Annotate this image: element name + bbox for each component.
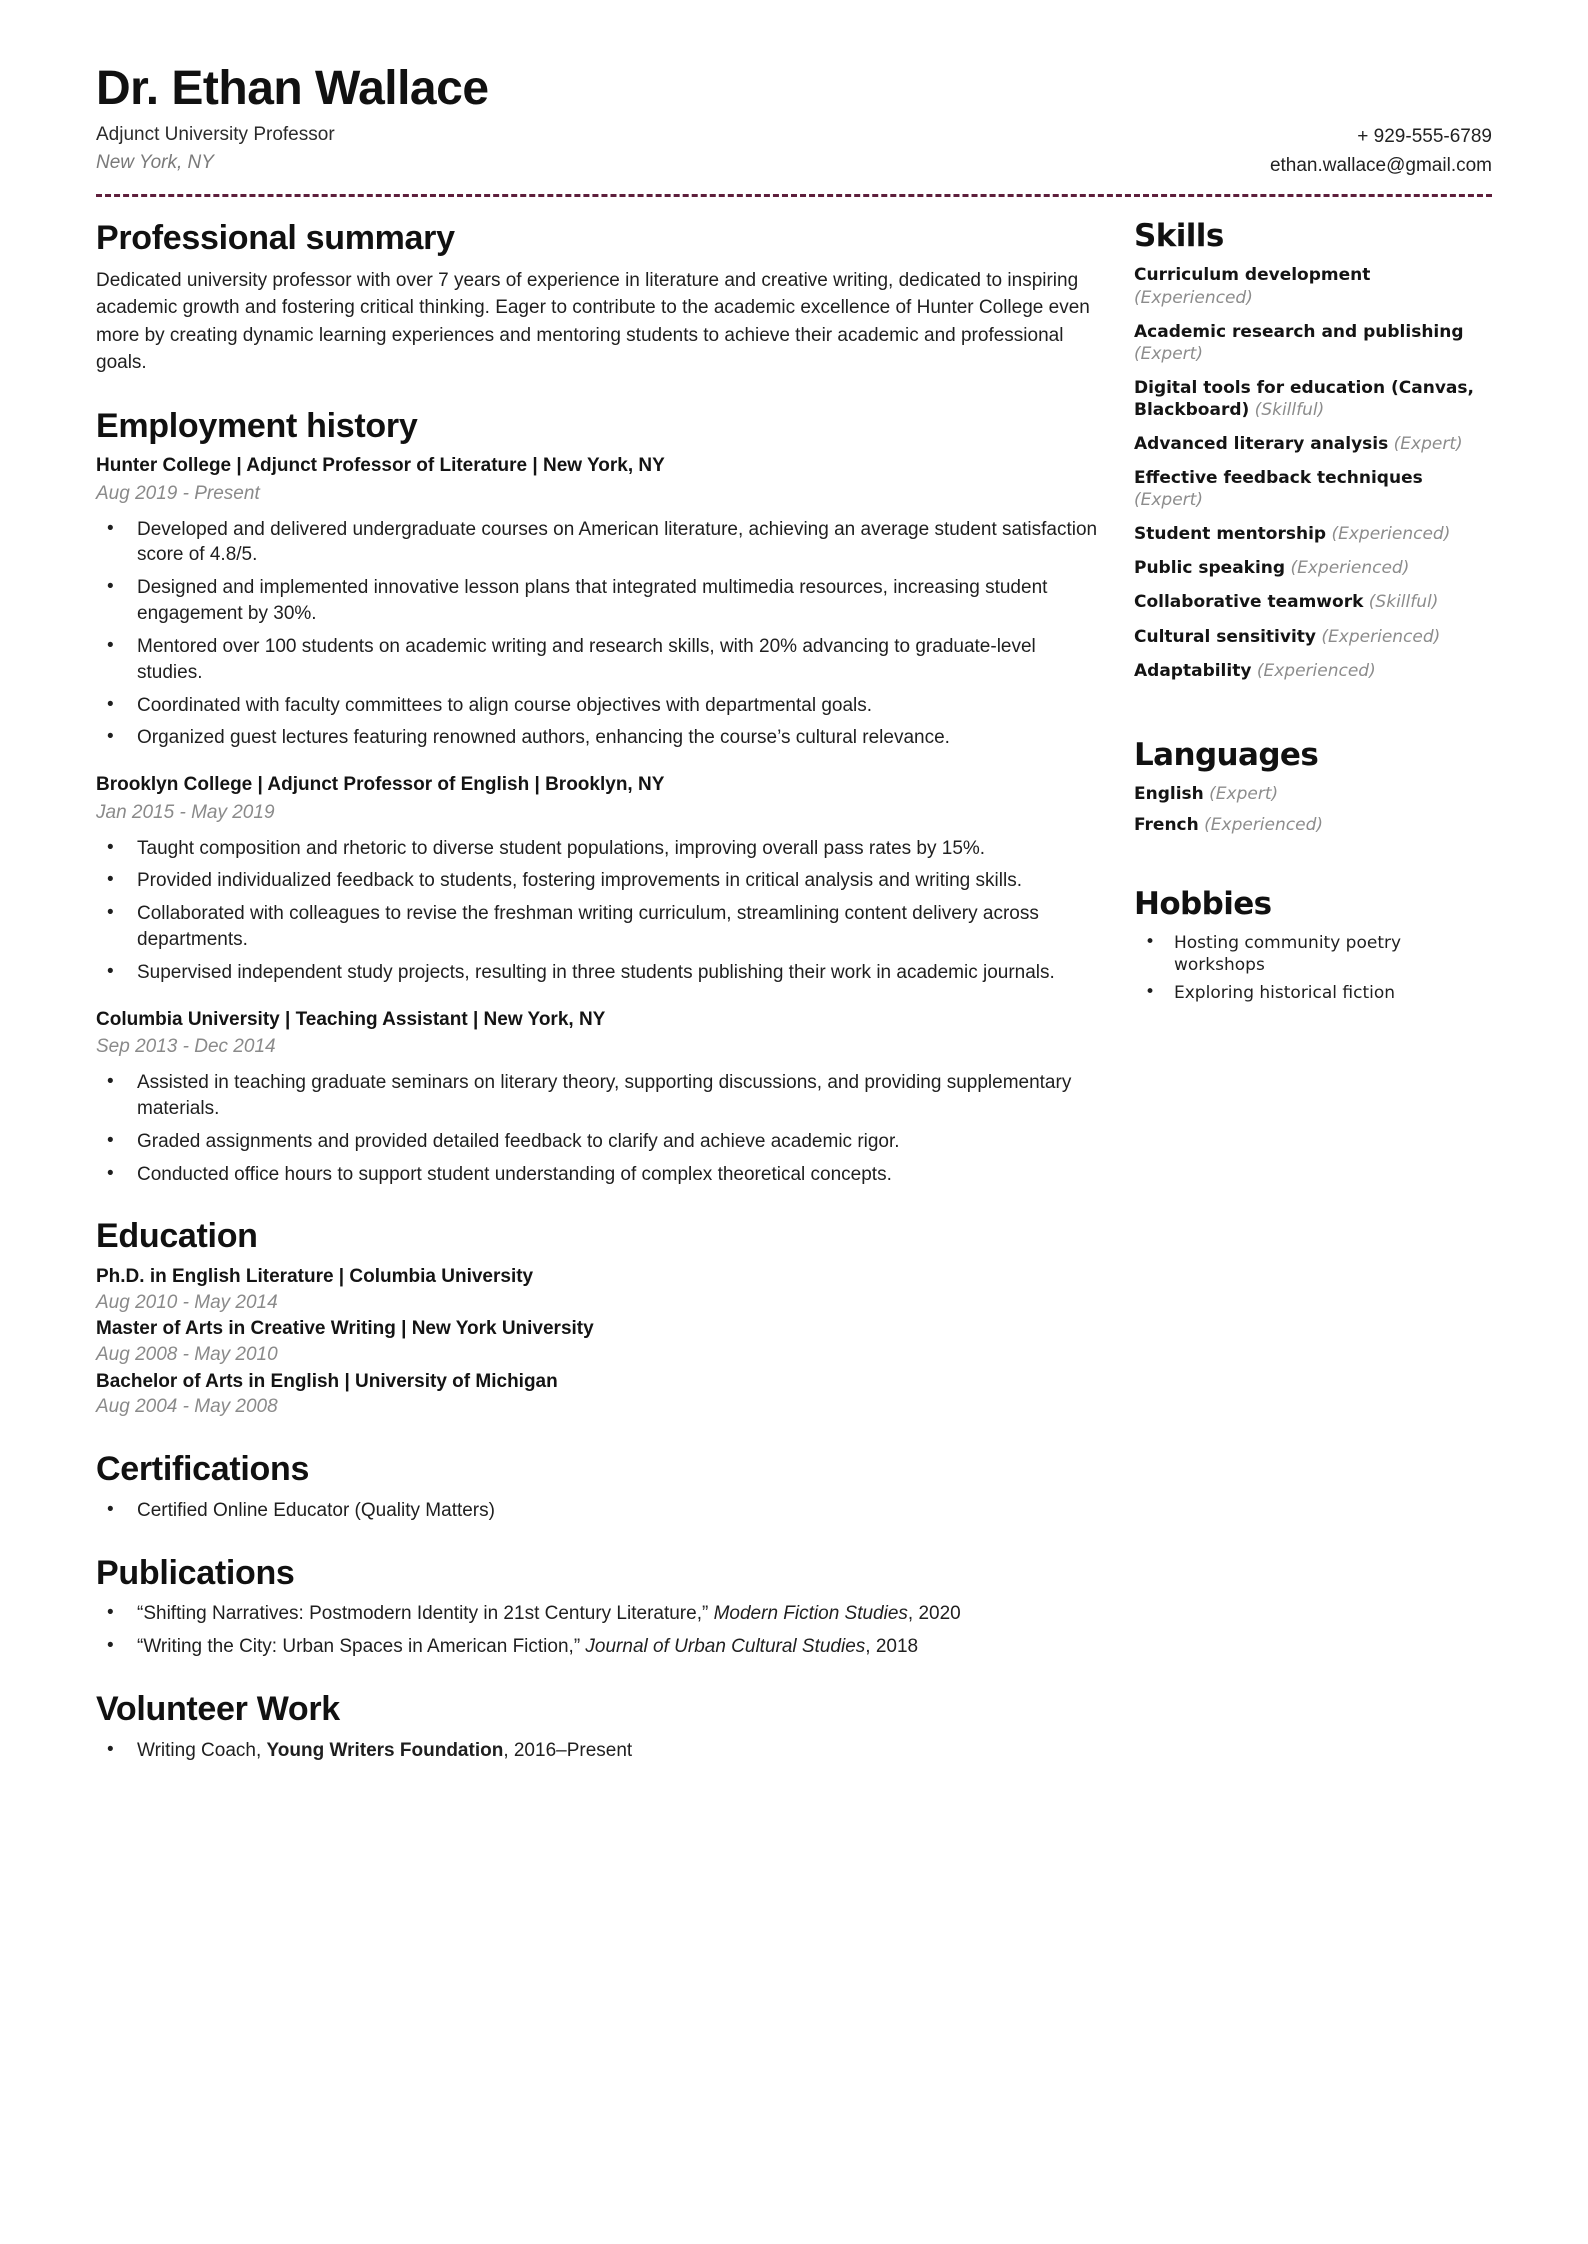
header-divider — [96, 194, 1492, 197]
candidate-location: New York, NY — [96, 151, 214, 173]
list-item: • Designed and implemented innovative lesson plans that integrated multimedia resources, increasing student engagement by 30%. — [96, 575, 1106, 627]
publications-list — [96, 1601, 1106, 1660]
skill-name: Public speaking — [1134, 558, 1286, 579]
candidate-name: Dr. Ethan Wallace — [96, 62, 489, 115]
publication-year: , 2020 — [907, 1603, 961, 1625]
education-entry — [96, 1265, 1106, 1315]
list-item: • Conducted office hours to support student understanding of complex theoretical concepts. — [96, 1162, 1106, 1188]
header-right-block — [1270, 124, 1492, 178]
section-title-publications: Publications — [96, 1553, 295, 1592]
education-entry — [96, 1370, 1106, 1420]
skill-level: (Skillful) — [1249, 399, 1325, 420]
section-title-skills: Skills — [1134, 218, 1224, 255]
list-item: • Mentored over 100 students on academic writing and research skills, with 20% advancing to graduate-level studies. — [96, 634, 1106, 686]
skill-entry — [1134, 321, 1492, 365]
education-degree: Master of Arts in Creative Writing | New York University — [96, 1318, 594, 1340]
education-dates: Aug 2008 - May 2010 — [96, 1344, 278, 1366]
section-languages — [1134, 738, 1492, 837]
skill-name: Cultural sensitivity — [1134, 626, 1317, 647]
volunteer-organization: Young Writers Foundation — [266, 1739, 504, 1761]
section-professional-summary — [96, 219, 1106, 376]
list-item: • Exploring historical fiction — [1134, 982, 1492, 1005]
skill-name: Academic research and publishing — [1134, 321, 1464, 342]
skill-name: Collaborative teamwork — [1134, 592, 1364, 613]
education-degree: Ph.D. in English Literature | Columbia University — [96, 1266, 534, 1288]
certifications-list — [96, 1498, 1106, 1524]
skill-entry — [1134, 433, 1492, 455]
resume-body — [96, 219, 1492, 1793]
list-item: • Organized guest lectures featuring renowned authors, enhancing the course’s cultural relevance. — [96, 725, 1106, 751]
skill-level: (Experienced) — [1316, 626, 1441, 647]
publication-journal: Modern Fiction Studies — [713, 1603, 908, 1625]
employment-entry-dates: Jan 2015 - May 2019 — [96, 801, 275, 823]
skill-entry — [1134, 591, 1492, 613]
skill-entry — [1134, 523, 1492, 545]
candidate-job-title: Adjunct University Professor — [96, 123, 335, 145]
section-title-education: Education — [96, 1217, 258, 1256]
education-dates: Aug 2004 - May 2008 — [96, 1396, 278, 1418]
skill-entry — [1134, 264, 1492, 308]
education-list — [96, 1265, 1106, 1420]
skill-level: (Expert) — [1134, 343, 1203, 364]
side-column — [1134, 219, 1492, 1793]
section-employment-history — [96, 407, 1106, 1188]
languages-list — [1134, 783, 1492, 837]
section-volunteer-work — [96, 1690, 1106, 1764]
publication-title: “Writing the City: Urban Spaces in American Fiction,” — [137, 1636, 586, 1658]
skill-level: (Expert) — [1388, 434, 1463, 454]
list-item: • Collaborated with colleagues to revise the freshman writing curriculum, streamlining content delivery across departments. — [96, 901, 1106, 953]
skill-level: (Expert) — [1134, 490, 1203, 511]
section-title-hobbies: Hobbies — [1134, 885, 1272, 922]
section-education — [96, 1217, 1106, 1420]
list-item: • Assisted in teaching graduate seminars on literary theory, supporting discussions, and providing supplementary materials. — [96, 1070, 1106, 1122]
skill-name: Adaptability — [1134, 660, 1252, 681]
candidate-phone[interactable]: + 929-555-6789 — [1357, 125, 1492, 147]
skill-entry — [1134, 626, 1492, 648]
employment-entry — [96, 773, 1106, 985]
list-item: • Provided individualized feedback to students, fostering improvements in critical analysis and writing skills. — [96, 868, 1106, 894]
employment-entry-bullets — [96, 1070, 1106, 1187]
section-certifications — [96, 1450, 1106, 1524]
resume-header — [96, 62, 1492, 197]
list-item: • Supervised independent study projects, resulting in three students publishing their work in academic journals. — [96, 960, 1106, 986]
section-title-languages: Languages — [1134, 736, 1319, 773]
skill-name: Advanced literary analysis — [1134, 434, 1389, 454]
section-publications — [96, 1554, 1106, 1660]
language-entry — [1134, 814, 1492, 837]
skill-name: Student mentorship — [1134, 524, 1327, 545]
summary-text: Dedicated university professor with over 7 years of experience in literature and creative writing, dedicated to inspiring academic growth and fostering critical thinking. Eager to contribute to the academic excellence of Hunter College even more by creating dynamic learning experiences and mentoring students to achieve their academic and professional goals. — [96, 270, 1090, 374]
skill-entry — [1134, 557, 1492, 579]
section-title-volunteer: Volunteer Work — [96, 1690, 340, 1729]
skill-name: Digital tools for education (Canvas, Blackboard) — [1134, 377, 1474, 420]
language-level: (Experienced) — [1198, 814, 1323, 835]
list-item: • Graded assignments and provided detailed feedback to clarify and achieve academic rigor. — [96, 1129, 1106, 1155]
volunteer-list — [96, 1738, 1106, 1764]
list-item: • Certified Online Educator (Quality Matters) — [96, 1498, 1106, 1524]
candidate-email[interactable]: ethan.wallace@gmail.com — [1269, 154, 1492, 176]
header-left-block — [96, 124, 335, 175]
section-skills — [1134, 219, 1492, 681]
skills-list — [1134, 264, 1492, 681]
publication-title: “Shifting Narratives: Postmodern Identity in 21st Century Literature,” — [137, 1603, 714, 1625]
publication-journal: Journal of Urban Cultural Studies — [585, 1636, 866, 1658]
employment-entry-dates: Aug 2019 - Present — [96, 482, 260, 504]
publication-year: , 2018 — [865, 1636, 919, 1658]
education-entry — [96, 1317, 1106, 1367]
skill-name: Curriculum development — [1134, 265, 1371, 286]
list-item: • Coordinated with faculty committees to align course objectives with departmental goals. — [96, 693, 1106, 719]
skill-level: (Experienced) — [1285, 558, 1410, 579]
employment-entry-heading: Hunter College | Adjunct Professor of Literature | New York, NY — [96, 455, 665, 477]
skill-level: (Experienced) — [1134, 287, 1253, 308]
section-title-employment: Employment history — [96, 406, 418, 445]
employment-entry — [96, 454, 1106, 751]
skill-entry — [1134, 467, 1492, 511]
volunteer-period: , 2016–Present — [503, 1739, 633, 1761]
language-name: French — [1134, 814, 1199, 835]
section-hobbies — [1134, 887, 1492, 1005]
list-item: • Hosting community poetry workshops — [1134, 932, 1492, 977]
volunteer-role: Writing Coach, — [137, 1739, 267, 1761]
education-degree: Bachelor of Arts in English | University of Michigan — [96, 1370, 558, 1392]
hobbies-list — [1134, 932, 1492, 1005]
list-item: • Developed and delivered undergraduate courses on American literature, achieving an average student satisfaction score of 4.8/5. — [96, 517, 1106, 569]
list-item — [96, 1634, 1106, 1660]
list-item: • Taught composition and rhetoric to diverse student populations, improving overall pass rates by 15%. — [96, 836, 1106, 862]
header-contact-rows — [96, 124, 1492, 178]
list-item — [96, 1601, 1106, 1627]
employment-entry-bullets — [96, 836, 1106, 986]
language-entry — [1134, 783, 1492, 806]
education-dates: Aug 2010 - May 2014 — [96, 1291, 278, 1313]
skill-entry — [1134, 377, 1492, 421]
skill-level: (Experienced) — [1251, 660, 1376, 681]
skill-level: (Skillful) — [1363, 592, 1439, 613]
employment-entry-bullets — [96, 517, 1106, 752]
list-item — [96, 1738, 1106, 1764]
skill-level: (Experienced) — [1326, 524, 1451, 545]
section-title-summary: Professional summary — [96, 219, 455, 258]
employment-entry — [96, 1008, 1106, 1188]
skill-entry — [1134, 660, 1492, 682]
employment-entry-heading: Columbia University | Teaching Assistant | New York, NY — [96, 1008, 606, 1030]
language-level: (Expert) — [1203, 783, 1279, 804]
main-column — [96, 219, 1106, 1793]
employment-entry-dates: Sep 2013 - Dec 2014 — [96, 1036, 276, 1058]
employment-entry-heading: Brooklyn College | Adjunct Professor of English | Brooklyn, NY — [96, 774, 665, 796]
skill-name: Effective feedback techniques — [1134, 468, 1423, 489]
language-name: English — [1134, 783, 1204, 804]
section-title-certifications: Certifications — [96, 1450, 310, 1489]
employment-list — [96, 454, 1106, 1187]
